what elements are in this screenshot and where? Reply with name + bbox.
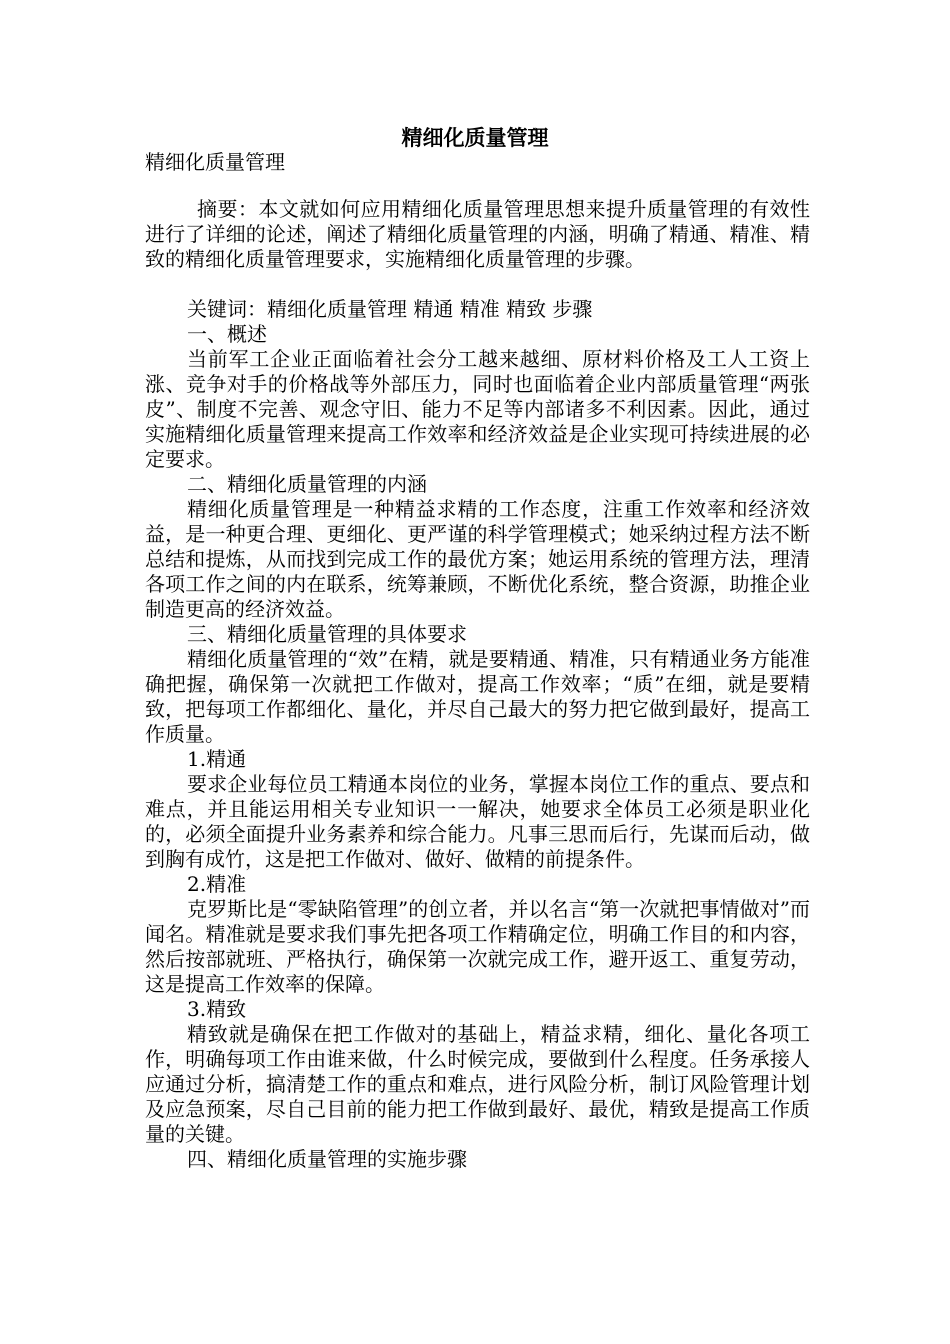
document-title: 精细化质量管理 (401, 125, 549, 150)
section-heading: 二、精细化质量管理的内涵 (187, 472, 427, 496)
section-heading: 一、概述 (187, 322, 267, 346)
section-paragraph: 克罗斯比是“零缺陷管理”的创立者，并以名言“第一次就把事情做对”而闻名。精准就是要求我们事先把各项工作精确定位，明确工作目的和内容，然后按部就班、严格执行，确保第一次就完成工作，避开返工、重复劳动，这是提高工作效率的保障。 (145, 897, 810, 996)
section-paragraph: 要求企业每位员工精通本岗位的业务，掌握本岗位工作的重点、要点和难点，并且能运用相关专业知识一一解决，她要求全体员工必须是职业化的，必须全面提升业务素养和综合能力。凡事三思而后行，先谋而后动，做到胸有成竹，这是把工作做对、做好、做精的前提条件。 (145, 772, 810, 871)
subsection-heading: 2.精准 (187, 872, 247, 896)
section-paragraph: 精致就是确保在把工作做对的基础上，精益求精，细化、量化各项工作，明确每项工作由谁来做，什么时候完成，要做到什么程度。任务承接人应通过分析，搞清楚工作的重点和难点，进行风险分析，制订风险管理计划及应急预案，尽自己目前的能力把工作做到最好、最优，精致是提高工作质量的关键。 (145, 1022, 810, 1146)
section-paragraph: 精细化质量管理是一种精益求精的工作态度，注重工作效率和经济效益，是一种更合理、更细化、更严谨的科学管理模式；她采纳过程方法不断总结和提炼，从而找到完成工作的最优方案；她运用系统的管理方法，理清各项工作之间的内在联系，统筹兼顾，不断优化系统，整合资源，助推企业制造更高的经济效益。 (145, 497, 810, 621)
keywords-line: 关键词：精细化质量管理 精通 精准 精致 步骤 (187, 297, 593, 321)
section-paragraph: 精细化质量管理的“效”在精，就是要精通、精准，只有精通业务方能准确把握，确保第一次就把工作做对，提高工作效率；“质”在细，就是要精致，把每项工作都细化、量化，并尽自己最大的努力把它做到最好，提高工作质量。 (145, 647, 810, 746)
document-subtitle: 精细化质量管理 (145, 150, 285, 174)
section-paragraph: 当前军工企业正面临着社会分工越来越细、原材料价格及工人工资上涨、竞争对手的价格战等外部压力，同时也面临着企业内部质量管理“两张皮”、制度不完善、观念守旧、能力不足等内部诸多不利因素。因此，通过实施精细化质量管理来提高工作效率和经济效益是企业实现可持续进展的必定要求。 (145, 347, 810, 471)
section-heading: 四、精细化质量管理的实施步骤 (187, 1147, 467, 1171)
section-heading: 三、精细化质量管理的具体要求 (187, 622, 467, 646)
document-body (145, 150, 810, 1172)
subsection-heading: 1.精通 (187, 747, 247, 771)
abstract-paragraph: 摘要：本文就如何应用精细化质量管理思想来提升质量管理的有效性进行了详细的论述，阐述了精细化质量管理的内涵，明确了精通、精准、精致的精细化质量管理要求，实施精细化质量管理的步骤。 (145, 197, 810, 271)
subsection-heading: 3.精致 (187, 997, 247, 1021)
